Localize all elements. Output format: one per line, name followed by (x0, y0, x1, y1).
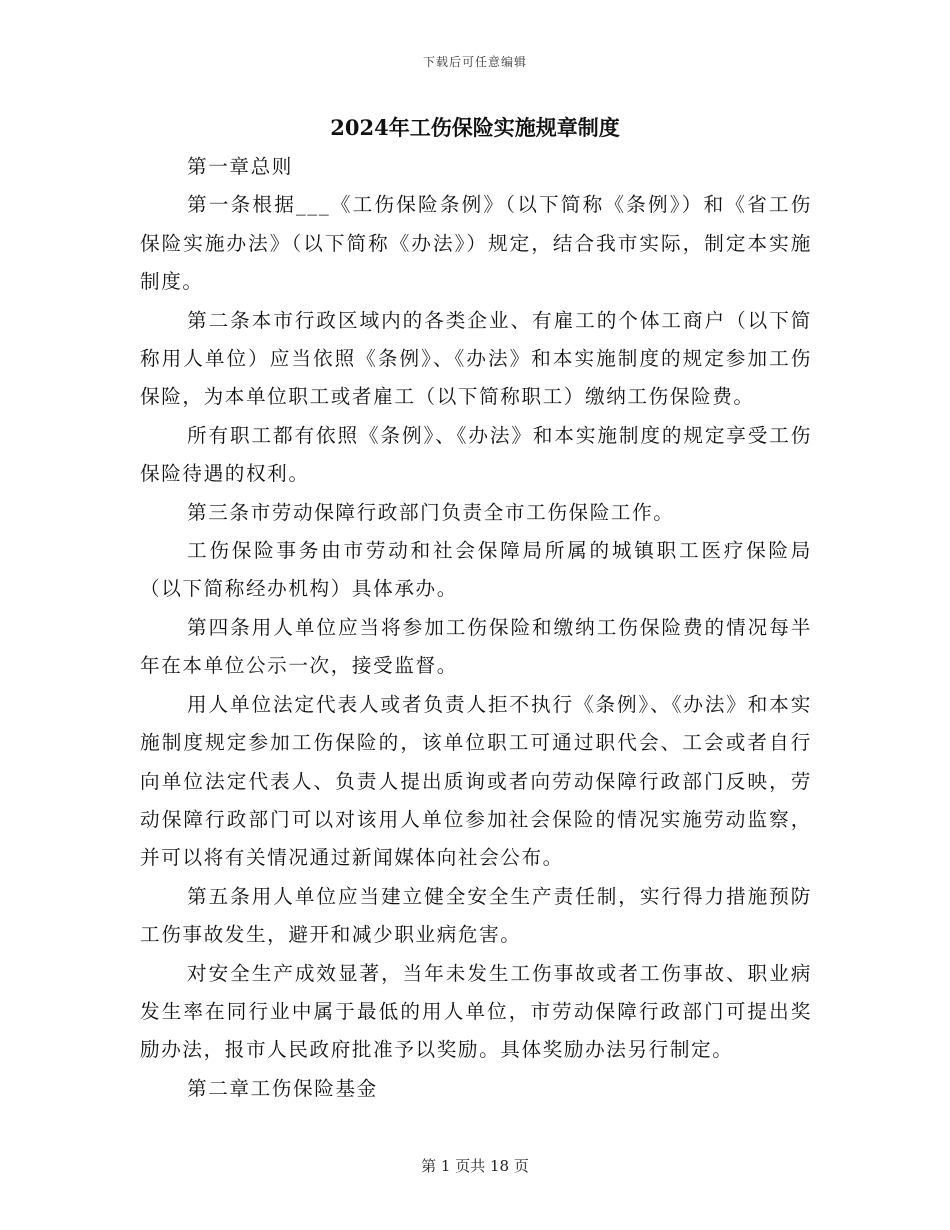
page-number: 第 1 页共 18 页 (421, 1157, 529, 1175)
header-note: 下载后可任意编辑 (422, 55, 527, 69)
chapter-heading: 第一章总则 (187, 155, 293, 178)
paragraph: 用人单位法定代表人或者负责人拒不执行《条例》、《办法》和本实施制度规定参加工伤保险的，该单位职工可通过职代会、工会或者自行向单位法定代表人、负责人提出质询或者向劳动保障行政部门反映，劳动保障行政部门可以对该用人单位参加社会保险的情况实施劳动监察，并可以将有关情况通过新闻媒体向社会公布。 (140, 692, 812, 870)
paragraph: 对安全生产成效显著，当年未发生工伤事故或者工伤事故、职业病发生率在同行业中属于最低的用人单位，市劳动保障行政部门可提出奖励办法，报市人民政府批准予以奖励。具体奖励办法另行制定。 (140, 961, 812, 1062)
paragraph: 第一条根据___《工伤保险条例》（以下简称《条例》）和《省工伤保险实施办法》（以下简称《办法》）规定，结合我市实际，制定本实施制度。 (140, 193, 812, 294)
paragraph: 第五条用人单位应当建立健全安全生产责任制，实行得力措施预防工伤事故发生，避开和减少职业病危害。 (140, 884, 812, 947)
paragraph: 工伤保险事务由市劳动和社会保障局所属的城镇职工医疗保险局（以下简称经办机构）具体承办。 (140, 539, 812, 601)
paragraph: 第二条本市行政区域内的各类企业、有雇工的个体工商户（以下简称用人单位）应当依照《条例》、《办法》和本实施制度的规定参加工伤保险，为本单位职工或者雇工（以下简称职工）缴纳工伤保险费。 (140, 308, 812, 409)
document-title: 2024年工伤保险实施规章制度 (330, 115, 620, 140)
chapter-heading: 第二章工伤保险基金 (187, 1076, 378, 1100)
document-body (140, 148, 812, 1108)
paragraph: 所有职工都有依照《条例》、《办法》和本实施制度的规定享受工伤保险待遇的权利。 (140, 423, 812, 486)
paragraph: 第四条用人单位应当将参加工伤保险和缴纳工伤保险费的情况每半年在本单位公示一次，接受监督。 (140, 615, 812, 678)
paragraph: 第三条市劳动保障行政部门负责全市工伤保险工作。 (187, 500, 675, 524)
